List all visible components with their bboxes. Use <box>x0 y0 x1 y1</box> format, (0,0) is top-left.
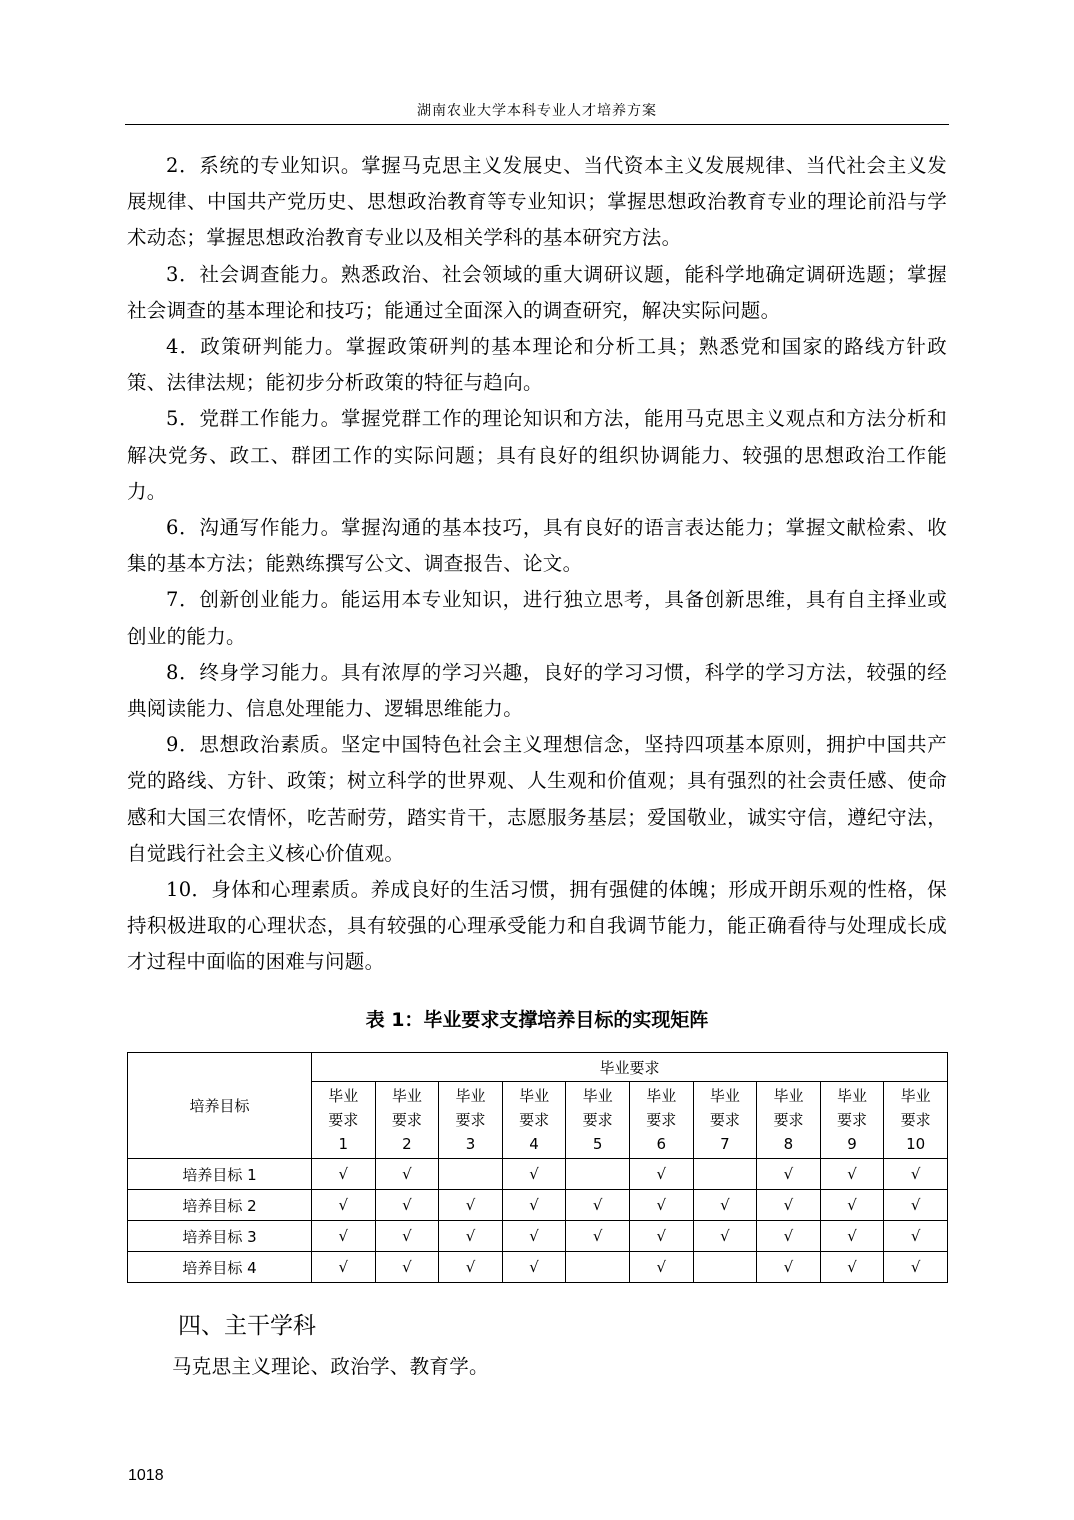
matrix-cell: √ <box>566 1221 630 1252</box>
column-header-line: 毕业 <box>582 1087 613 1105</box>
matrix-cell: √ <box>439 1190 503 1221</box>
corner-header: 培养目标 <box>128 1053 312 1159</box>
row-label-objective-3: 培养目标 3 <box>128 1221 312 1252</box>
matrix-cell: √ <box>629 1159 693 1190</box>
matrix-cell: √ <box>820 1221 884 1252</box>
matrix-cell: √ <box>566 1190 630 1221</box>
column-header-line: 9 <box>847 1135 857 1153</box>
group-header: 毕业要求 <box>312 1053 948 1082</box>
matrix-cell: √ <box>884 1252 948 1283</box>
matrix-cell: √ <box>693 1190 757 1221</box>
matrix-cell: √ <box>375 1252 439 1283</box>
column-header-requirement-7 <box>693 1082 757 1159</box>
paragraph-requirement-6: 6．沟通写作能力。掌握沟通的基本技巧，具有良好的语言表达能力；掌握文献检索、收集的基本方法；能熟练撰写公文、调查报告、论文。 <box>127 516 947 576</box>
matrix-cell: √ <box>502 1190 566 1221</box>
paragraph-requirement-10: 10．身体和心理素质。养成良好的生活习惯，拥有强健的体魄；形成开朗乐观的性格，保持积极进取的心理状态，具有较强的心理承受能力和自我调节能力，能正确看待与处理成长成才过程中面临的困难与问题。 <box>127 878 947 974</box>
column-header-requirement-9 <box>820 1082 884 1159</box>
column-header-requirement-3 <box>439 1082 503 1159</box>
column-header-line: 10 <box>906 1135 926 1153</box>
column-header-requirement-10 <box>884 1082 948 1159</box>
column-header-line: 毕业 <box>391 1087 422 1105</box>
column-header-requirement-1 <box>312 1082 376 1159</box>
column-header-line: 要求 <box>646 1111 677 1129</box>
body-text <box>127 148 947 981</box>
paragraph-requirement-9: 9．思想政治素质。坚定中国特色社会主义理想信念，坚持四项基本原则，拥护中国共产党的路线、方针、政策；树立科学的世界观、人生观和价值观；具有强烈的社会责任感、使命感和大国三农情怀，吃苦耐劳，踏实肯干，志愿服务基层；爱国敬业，诚实守信，遵纪守法，自觉践行社会主义核心价值观。 <box>127 733 947 865</box>
matrix-cell: √ <box>757 1190 821 1221</box>
paragraph-requirement-8: 8．终身学习能力。具有浓厚的学习兴趣，良好的学习习惯，科学的学习方法，较强的经典阅读能力、信息处理能力、逻辑思维能力。 <box>127 660 947 721</box>
matrix-cell: √ <box>312 1252 376 1283</box>
page-number: 1018 <box>128 1467 164 1484</box>
paragraph-requirement-4: 4．政策研判能力。掌握政策研判的基本理论和分析工具；熟悉党和国家的路线方针政策、法律法规；能初步分析政策的特征与趋向。 <box>127 335 947 395</box>
matrix-cell: √ <box>693 1221 757 1252</box>
requirements-matrix-table <box>127 1052 948 1283</box>
running-header: 湖南农业大学本科专业人才培养方案 <box>125 100 949 125</box>
matrix-cell <box>693 1159 757 1190</box>
column-header-line: 毕业 <box>646 1087 677 1105</box>
table-row <box>128 1221 948 1252</box>
matrix-cell <box>693 1252 757 1283</box>
table-caption: 表 1：毕业要求支撑培养目标的实现矩阵 <box>365 1009 709 1031</box>
column-header-requirement-2 <box>375 1082 439 1159</box>
row-label-objective-2: 培养目标 2 <box>128 1190 312 1221</box>
matrix-cell: √ <box>884 1190 948 1221</box>
matrix-cell: √ <box>312 1221 376 1252</box>
matrix-cell: √ <box>375 1159 439 1190</box>
matrix-cell <box>566 1252 630 1283</box>
column-header-line: 毕业 <box>455 1087 486 1105</box>
matrix-cell: √ <box>439 1252 503 1283</box>
section-title: 四、主干学科 <box>178 1313 316 1339</box>
column-header-requirement-4 <box>502 1082 566 1159</box>
column-header-line: 要求 <box>328 1111 359 1129</box>
column-header-line: 毕业 <box>328 1087 359 1105</box>
column-header-line: 毕业 <box>773 1087 804 1105</box>
section-body: 马克思主义理论、政治学、教育学。 <box>172 1355 489 1378</box>
column-header-line: 要求 <box>519 1111 550 1129</box>
column-header-line: 8 <box>783 1135 794 1153</box>
column-header-line: 6 <box>656 1135 667 1153</box>
matrix-cell: √ <box>439 1221 503 1252</box>
column-header-line: 毕业 <box>837 1087 868 1105</box>
matrix-cell: √ <box>629 1252 693 1283</box>
matrix-cell: √ <box>375 1190 439 1221</box>
matrix-cell: √ <box>820 1252 884 1283</box>
row-label-objective-4: 培养目标 4 <box>128 1252 312 1283</box>
matrix-cell: √ <box>757 1221 821 1252</box>
header-row-group <box>128 1053 948 1082</box>
matrix-body <box>128 1053 948 1283</box>
matrix-cell: √ <box>884 1221 948 1252</box>
matrix-cell: √ <box>757 1252 821 1283</box>
column-header-line: 2 <box>402 1135 412 1153</box>
table-row <box>128 1252 948 1283</box>
matrix-cell: √ <box>375 1221 439 1252</box>
column-header-line: 要求 <box>709 1111 740 1129</box>
column-header-requirement-5 <box>566 1082 630 1159</box>
column-header-line: 要求 <box>455 1111 486 1129</box>
column-header-line: 要求 <box>582 1111 613 1129</box>
column-header-line: 5 <box>592 1135 603 1153</box>
paragraph-requirement-3: 3．社会调查能力。熟悉政治、社会领域的重大调研议题，能科学地确定调研选题；掌握社会调查的基本理论和技巧；能通过全面深入的调查研究，解决实际问题。 <box>127 262 947 322</box>
column-header-requirement-8 <box>757 1082 821 1159</box>
matrix-cell <box>566 1159 630 1190</box>
matrix-cell: √ <box>884 1159 948 1190</box>
matrix-cell <box>439 1159 503 1190</box>
matrix-cell: √ <box>820 1190 884 1221</box>
column-header-line: 要求 <box>391 1111 422 1129</box>
matrix-cell: √ <box>502 1159 566 1190</box>
matrix-cell: √ <box>312 1159 376 1190</box>
paragraph-requirement-2: 2．系统的专业知识。掌握马克思主义发展史、当代资本主义发展规律、当代社会主义发展规律、中国共产党历史、思想政治教育等专业知识；掌握思想政治教育专业的理论前沿与学术动态；掌握思想政治教育专业以及相关学科的基本研究方法。 <box>127 154 947 250</box>
table-row <box>128 1190 948 1221</box>
paragraph-requirement-7: 7．创新创业能力。能运用本专业知识，进行独立思考，具备创新思维，具有自主择业或创业的能力。 <box>127 588 947 648</box>
column-header-line: 4 <box>529 1135 539 1153</box>
column-header-line: 3 <box>465 1135 476 1153</box>
paragraph-requirement-5: 5．党群工作能力。掌握党群工作的理论知识和方法，能用马克思主义观点和方法分析和解决党务、政工、群团工作的实际问题；具有良好的组织协调能力、较强的思想政治工作能力。 <box>127 407 947 503</box>
column-header-line: 毕业 <box>900 1087 931 1105</box>
column-header-line: 要求 <box>773 1111 804 1129</box>
matrix-cell: √ <box>502 1252 566 1283</box>
table-row <box>128 1159 948 1190</box>
matrix-cell: √ <box>757 1159 821 1190</box>
column-header-line: 要求 <box>837 1111 868 1129</box>
column-header-line: 要求 <box>900 1111 931 1129</box>
matrix-cell: √ <box>629 1190 693 1221</box>
column-header-requirement-6 <box>629 1082 693 1159</box>
column-header-line: 1 <box>338 1135 349 1153</box>
matrix-cell: √ <box>312 1190 376 1221</box>
column-header-line: 7 <box>720 1135 730 1153</box>
row-label-objective-1: 培养目标 1 <box>128 1159 312 1190</box>
column-header-line: 毕业 <box>519 1087 550 1105</box>
matrix-cell: √ <box>820 1159 884 1190</box>
matrix-cell: √ <box>629 1221 693 1252</box>
matrix-cell: √ <box>502 1221 566 1252</box>
column-header-line: 毕业 <box>709 1087 740 1105</box>
